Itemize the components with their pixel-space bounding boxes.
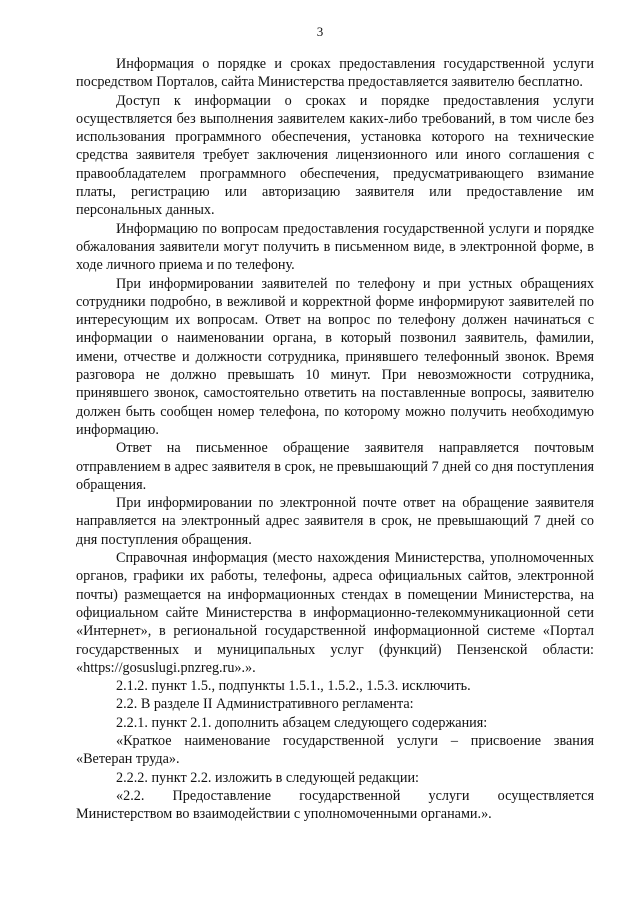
- page-number: 3: [316, 24, 324, 39]
- document-body: [76, 55, 594, 823]
- paragraph-phone-info: При информировании заявителей по телефону и при устных обращениях сотрудники подробно, в вежливой и корректной форме информируют заявителей по интересующим их вопросам. Ответ на вопрос по телефону должен начинаться с информации о наименовании органа, в который позвонил заявитель, фамилии, имени, отчестве и должности сотрудника, принявшего телефонный звонок. Время разговора не должно превышать 10 минут. При невозможности сотрудника, принявшего звонок, самостоятельно ответить на поставленные вопросы, заявителю должен быть сообщен номер телефона, по которому можно получить необходимую информацию.: [76, 275, 594, 438]
- paragraph-written-reply: Ответ на письменное обращение заявителя направляется почтовым отправлением в адрес заявителя в срок, не превышающий 7 дней со дня поступления обращения.: [76, 440, 594, 493]
- paragraph-2-2-1: 2.2.1. пункт 2.1. дополнить абзацем следующего содержания:: [116, 714, 488, 731]
- paragraph-appeal-info: Информацию по вопросам предоставления государственной услуги и порядке обжалования заявители могут получить в письменном виде, в электронной форме, в ходе личного приема и по телефону.: [76, 220, 594, 274]
- paragraph-short-name: «Краткое наименование государственной услуги – присвоение звания «Ветеран труда».: [76, 732, 594, 768]
- paragraph-email-reply: При информировании по электронной почте ответ на обращение заявителя направляется на электронный адрес заявителя в срок, не превышающий 7 дней со дня поступления обращения.: [76, 495, 594, 548]
- paragraph-2-2-text: «2.2. Предоставление государственной услуги осуществляется Министерством во взаимодействии с уполномоченными органами.».: [76, 787, 594, 823]
- paragraph-access-conditions: Доступ к информации о сроках и порядке предоставления услуги осуществляется без выполнения заявителем каких-либо требований, в том числе без использования программного обеспечения, установка которого на технические средства заявителя требует заключения лицензионного или иного соглашения с правообладателем программного обеспечения, предусматривающего взимание платы, регистрацию или авторизацию заявителя или предоставление им персональных данных.: [76, 92, 594, 219]
- paragraph-2-2-2: 2.2.2. пункт 2.2. изложить в следующей редакции:: [116, 769, 419, 786]
- paragraph-2-1-2: 2.1.2. пункт 1.5., подпункты 1.5.1., 1.5.2., 1.5.3. исключить.: [116, 678, 471, 695]
- paragraph-reference-info: Справочная информация (место нахождения Министерства, уполномоченных органов, графики их работы, телефоны, адреса официальных сайтов, электронной почты) размещается на информационных стендах в помещении Министерства, на официальном сайте Министерства в информационно-телекоммуникационной сети «Интернет», в региональной государственной информационной системе «Портал государственных и муниципальных услуг (функций) Пензенской области: «https://gosuslugi.pnzreg.ru».».: [76, 550, 594, 676]
- paragraph-info-free: Информация о порядке и сроках предоставления государственной услуги посредством Порталов, сайта Министерства предоставляется заявителю бесплатно.: [76, 56, 594, 91]
- paragraph-2-2: 2.2. В разделе II Административного регламента:: [116, 696, 414, 713]
